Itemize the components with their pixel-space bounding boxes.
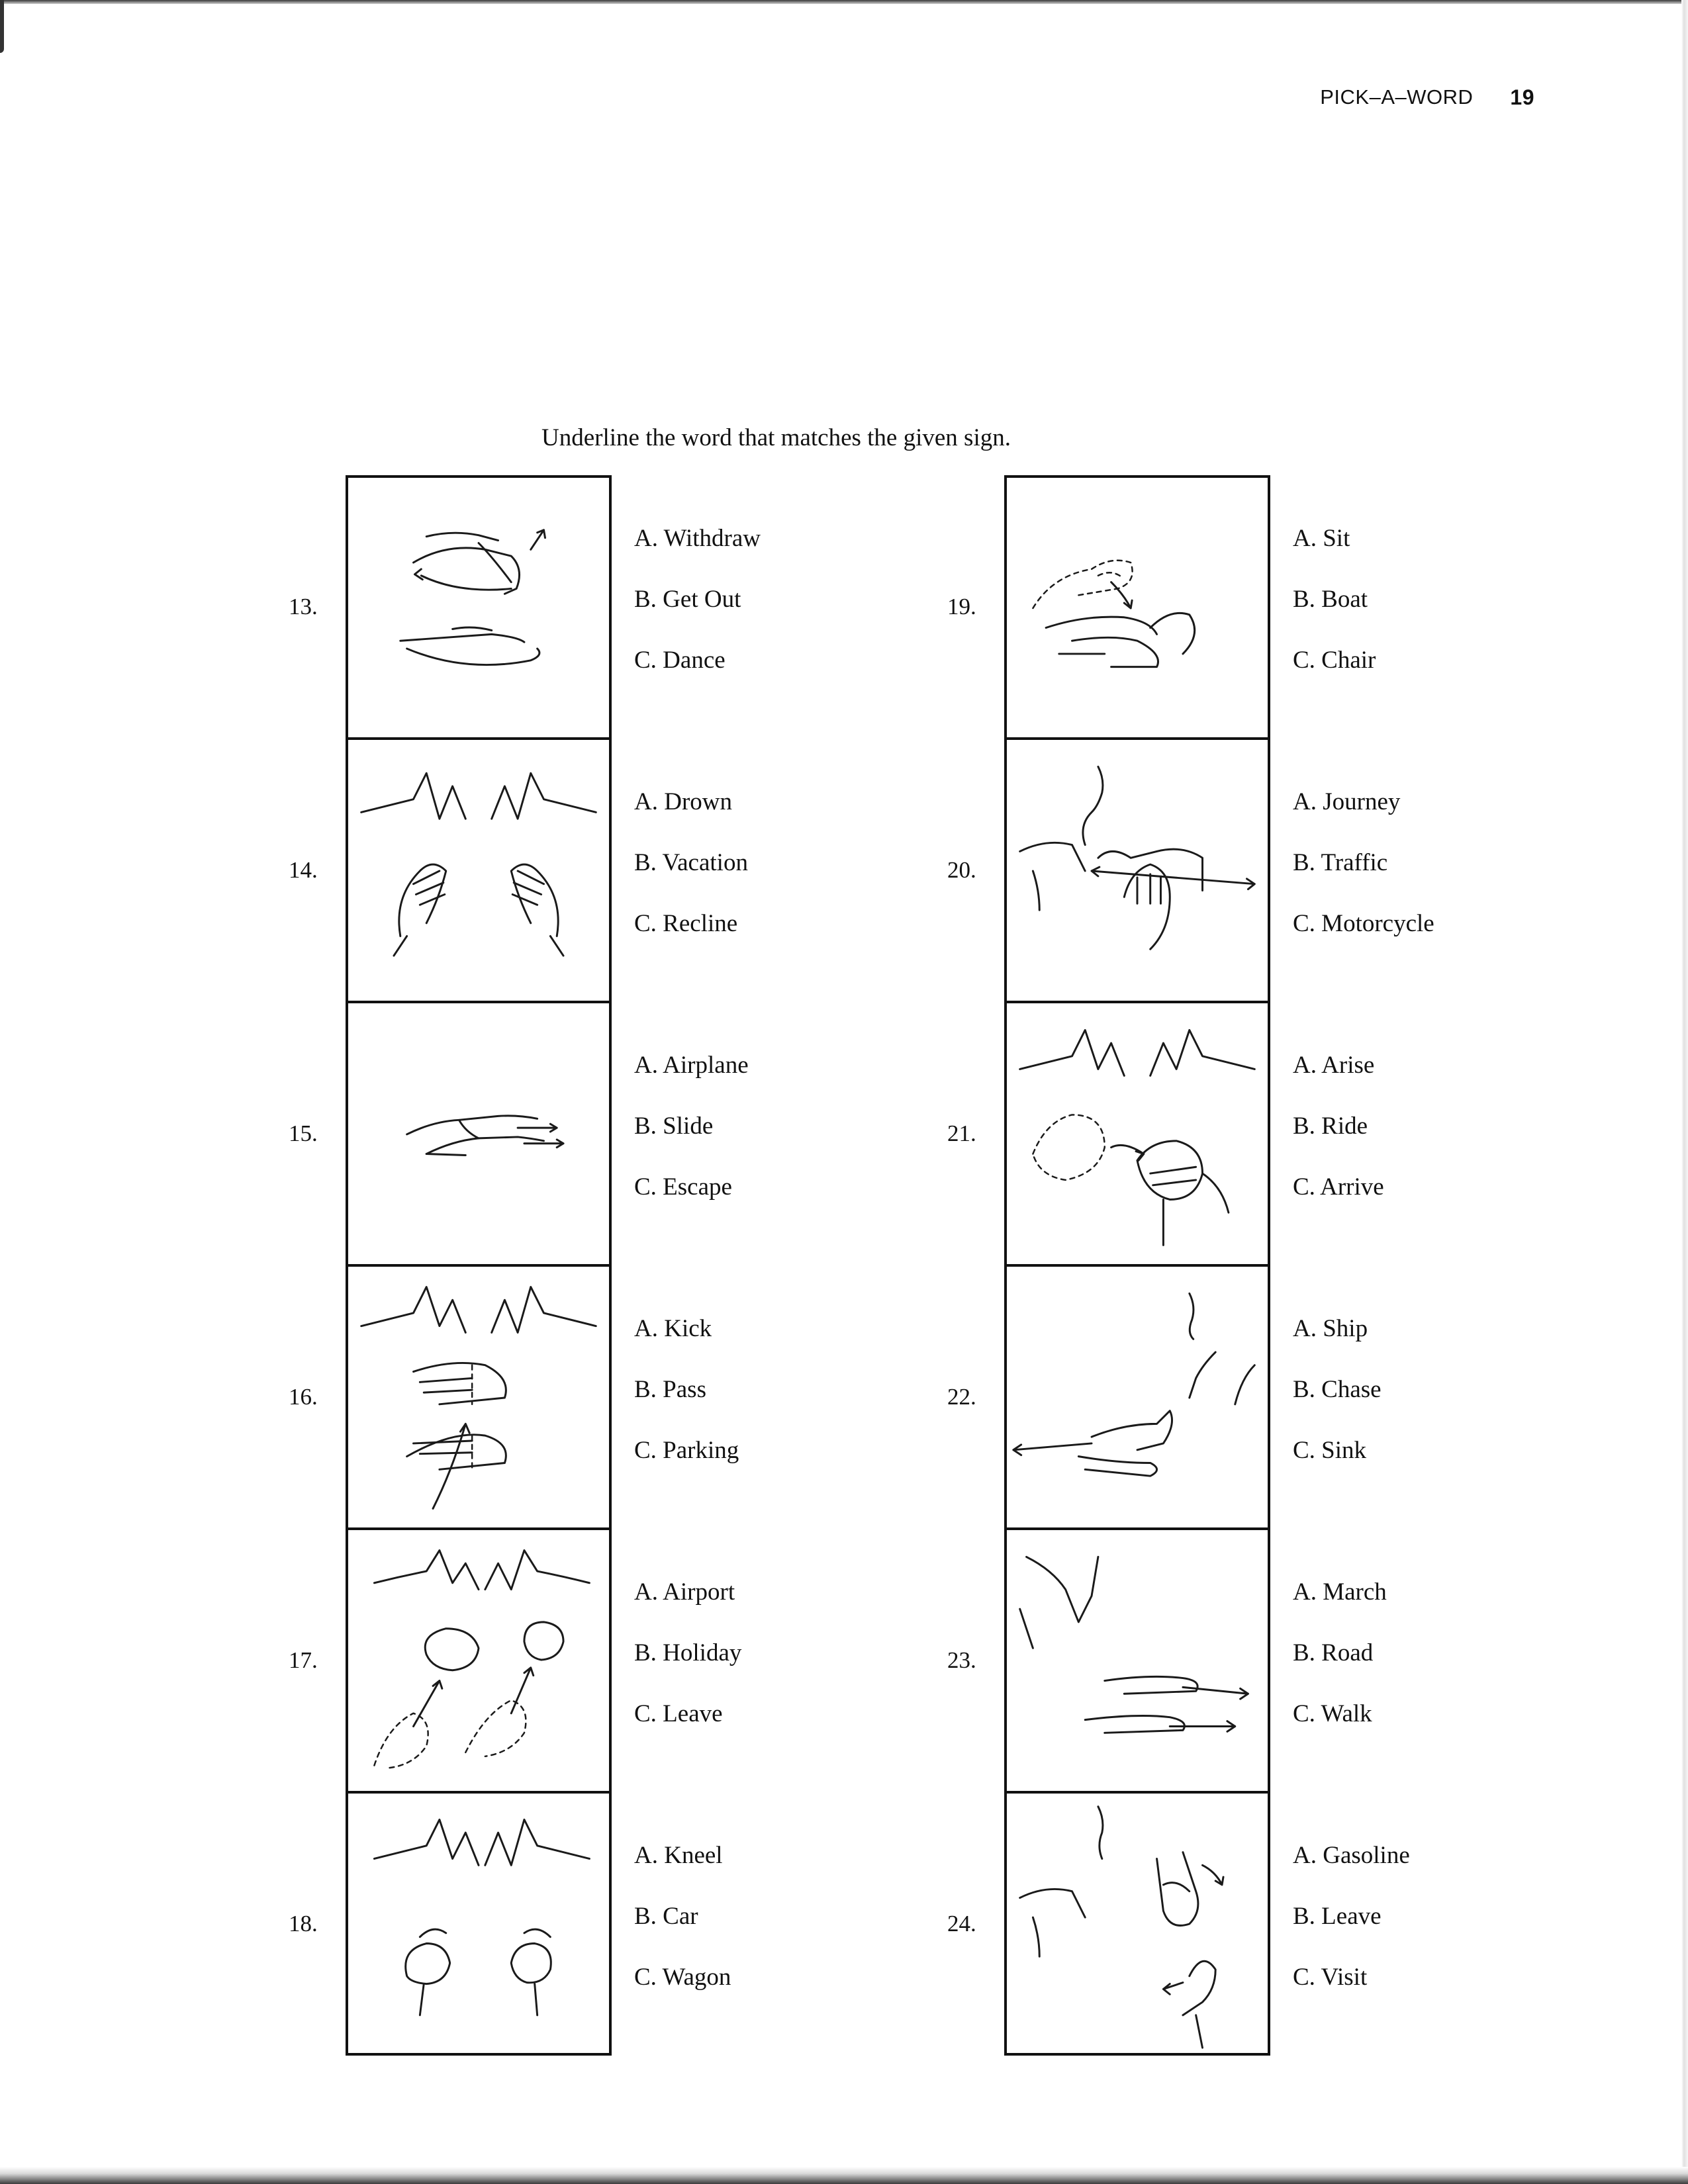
option-a[interactable]: A. Kneel bbox=[634, 1842, 723, 1869]
page-number: 19 bbox=[1510, 85, 1534, 109]
sign-illustration-box bbox=[1004, 1792, 1270, 2056]
sign-illustration-box bbox=[1004, 1265, 1270, 1529]
question-number: 19. bbox=[947, 594, 976, 619]
sign-illustration-box bbox=[346, 1792, 612, 2056]
sign-illustration-box bbox=[346, 1529, 612, 1792]
sign-hands-icon bbox=[348, 478, 609, 737]
option-a[interactable]: A. Airport bbox=[634, 1578, 735, 1606]
option-b[interactable]: B. Traffic bbox=[1293, 849, 1388, 876]
scan-edge-bottom bbox=[0, 2167, 1688, 2184]
option-c[interactable]: C. Wagon bbox=[634, 1964, 731, 1991]
sign-illustration-box bbox=[346, 1265, 612, 1529]
scan-edge-top bbox=[0, 0, 1688, 4]
option-b[interactable]: B. Chase bbox=[1293, 1376, 1382, 1403]
option-a[interactable]: A. Arise bbox=[1293, 1052, 1375, 1079]
question-number: 21. bbox=[947, 1120, 976, 1146]
option-b[interactable]: B. Slide bbox=[634, 1113, 714, 1140]
sign-hands-icon bbox=[1007, 1530, 1268, 1791]
sign-hands-icon bbox=[1007, 1267, 1268, 1527]
answer-options bbox=[634, 1841, 731, 2024]
sign-hands-icon bbox=[1007, 1794, 1268, 2053]
option-c[interactable]: C. Recline bbox=[634, 910, 738, 937]
option-c[interactable]: C. Visit bbox=[1293, 1964, 1368, 1991]
answer-options bbox=[1293, 524, 1376, 707]
option-a[interactable]: A. Kick bbox=[634, 1315, 712, 1342]
option-b[interactable]: B. Holiday bbox=[634, 1639, 742, 1666]
option-b[interactable]: B. Boat bbox=[1293, 586, 1368, 613]
answer-options bbox=[1293, 1314, 1382, 1497]
option-a[interactable]: A. Drown bbox=[634, 788, 732, 815]
sign-hands-icon bbox=[1007, 740, 1268, 1001]
sign-hands-icon bbox=[348, 740, 609, 1001]
option-c[interactable]: C. Leave bbox=[634, 1700, 723, 1727]
sign-illustration-box bbox=[1004, 475, 1270, 739]
question-number: 20. bbox=[947, 857, 976, 883]
scan-edge-right bbox=[1681, 0, 1688, 2184]
question-number: 13. bbox=[289, 594, 318, 619]
option-a[interactable]: A. Airplane bbox=[634, 1052, 749, 1079]
sign-illustration-box bbox=[1004, 739, 1270, 1002]
answer-options bbox=[1293, 788, 1434, 970]
answer-options bbox=[1293, 1578, 1387, 1760]
option-b[interactable]: B. Vacation bbox=[634, 849, 748, 876]
scan-edge-left bbox=[0, 0, 4, 53]
option-a[interactable]: A. Withdraw bbox=[634, 525, 761, 552]
option-a[interactable]: A. Gasoline bbox=[1293, 1842, 1410, 1869]
sign-hands-icon bbox=[348, 1530, 609, 1791]
answer-options bbox=[634, 788, 748, 970]
option-c[interactable]: C. Parking bbox=[634, 1437, 739, 1464]
question-number: 24. bbox=[947, 1911, 976, 1936]
option-c[interactable]: C. Chair bbox=[1293, 647, 1376, 674]
option-b[interactable]: B. Leave bbox=[1293, 1903, 1382, 1930]
answer-options bbox=[634, 1578, 741, 1760]
answer-options bbox=[1293, 1841, 1410, 2024]
header-title: PICK–A–WORD bbox=[1320, 85, 1474, 109]
option-b[interactable]: B. Car bbox=[634, 1903, 698, 1930]
option-c[interactable]: C. Motorcycle bbox=[1293, 910, 1434, 937]
answer-options bbox=[1293, 1051, 1384, 1234]
sign-hands-icon bbox=[348, 1003, 609, 1264]
option-a[interactable]: A. Ship bbox=[1293, 1315, 1368, 1342]
page-header bbox=[1320, 81, 1534, 114]
option-b[interactable]: B. Road bbox=[1293, 1639, 1374, 1666]
instruction-text: Underline the word that matches the given sign. bbox=[541, 424, 1011, 451]
sign-hands-icon bbox=[1007, 1003, 1268, 1264]
sign-illustration-box bbox=[1004, 1529, 1270, 1792]
sign-hands-icon bbox=[348, 1267, 609, 1527]
option-b[interactable]: B. Pass bbox=[634, 1376, 706, 1403]
question-number: 23. bbox=[947, 1647, 976, 1673]
option-b[interactable]: B. Ride bbox=[1293, 1113, 1368, 1140]
sign-illustration-box bbox=[1004, 1002, 1270, 1265]
option-c[interactable]: C. Escape bbox=[634, 1173, 732, 1201]
question-number: 17. bbox=[289, 1647, 318, 1673]
question-number: 18. bbox=[289, 1911, 318, 1936]
option-a[interactable]: A. Journey bbox=[1293, 788, 1401, 815]
question-number: 15. bbox=[289, 1120, 318, 1146]
option-c[interactable]: C. Sink bbox=[1293, 1437, 1367, 1464]
question-number: 22. bbox=[947, 1384, 976, 1410]
answer-options bbox=[634, 1314, 739, 1497]
sign-illustration-box bbox=[346, 739, 612, 1002]
answer-options bbox=[634, 1051, 749, 1234]
option-c[interactable]: C. Arrive bbox=[1293, 1173, 1384, 1201]
option-a[interactable]: A. March bbox=[1293, 1578, 1387, 1606]
sign-illustration-box bbox=[346, 1002, 612, 1265]
sign-illustration-box bbox=[346, 475, 612, 739]
sign-hands-icon bbox=[1007, 478, 1268, 737]
question-number: 14. bbox=[289, 857, 318, 883]
option-c[interactable]: C. Walk bbox=[1293, 1700, 1372, 1727]
option-b[interactable]: B. Get Out bbox=[634, 586, 741, 613]
answer-options bbox=[634, 524, 761, 707]
sign-hands-icon bbox=[348, 1794, 609, 2053]
option-a[interactable]: A. Sit bbox=[1293, 525, 1350, 552]
option-c[interactable]: C. Dance bbox=[634, 647, 726, 674]
question-number: 16. bbox=[289, 1384, 318, 1410]
